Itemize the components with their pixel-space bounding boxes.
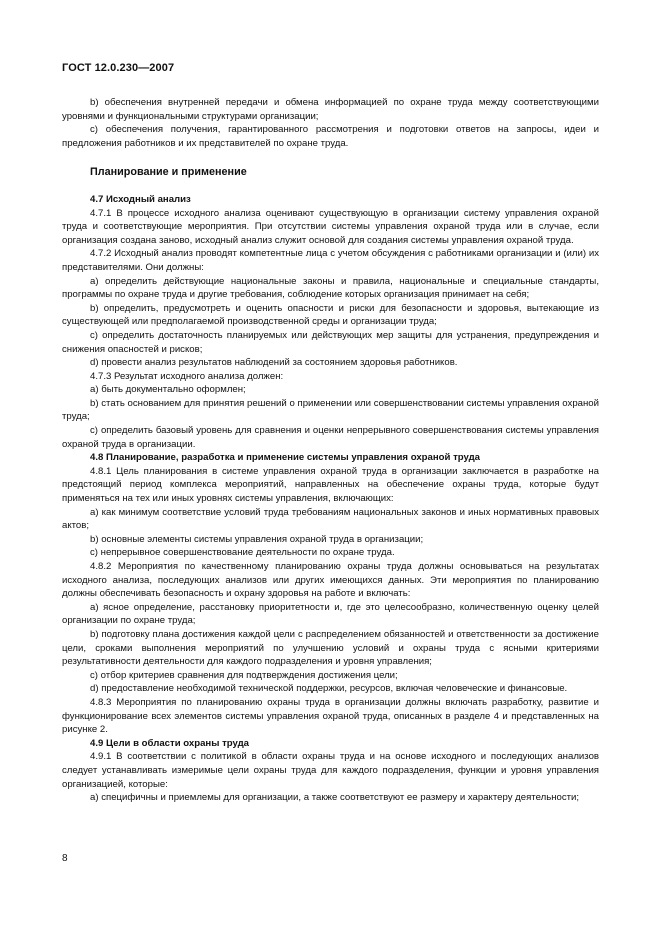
paragraph: 4.8.2 Мероприятия по качественному планированию охраны труда должны основываться на результатах исходного анализа, последующих анализов или других имеющихся данных. Эти мероприятия по планированию должны обеспечивать безопасность и охрану здоровья на работе и включать:: [62, 561, 599, 600]
paragraph: а) определить действующие национальные законы и правила, национальные и специальные стандарты, программы по охране труда и другие требования, соблюдение которых организация принимает на себя;: [62, 275, 599, 301]
paragraph: c) определить достаточность планируемых или действующих мер защиты для устранения, предупреждения и снижения опасностей и рисков;: [62, 329, 599, 355]
paragraph: 4.9.1 В соответствии с политикой в области охраны труда и на основе исходного и последующих анализов следует устанавливать измеримые цели охраны труда для каждого подразделения, функции и уровня управления организацией, которые:: [62, 751, 599, 790]
paragraph: b) обеспечения внутренней передачи и обмена информацией по охране труда между соответствующими уровнями и функциональными структурами организации;: [62, 97, 599, 122]
subsection-heading: 4.8 Планирование, разработка и применение системы управления охраной труда: [90, 452, 481, 464]
paragraph: d) провести анализ результатов наблюдений за состоянием здоровья работников.: [90, 357, 458, 369]
document-code-header: ГОСТ 12.0.230—2007: [62, 62, 175, 74]
paragraph: 4.7.2 Исходный анализ проводят компетентные лица с учетом обсуждения с работниками организации и (или) их представителями. Они должны:: [62, 248, 599, 273]
paragraph: b) основные элементы системы управления охраной труда в организации;: [90, 533, 424, 545]
paragraph: c) отбор критериев сравнения для подтверждения достижения цели;: [90, 669, 398, 681]
document-body: [62, 96, 599, 805]
subsection-heading: 4.9 Цели в области охраны труда: [90, 737, 250, 749]
paragraph: 4.8.1 Цель планирования в системе управления охраной труда в организации заключается в разработке на предстоящий период комплекса мероприятий, направленных на обеспечение охраны труда, которые будут применяться на тех или иных уровнях системы управления, включающих:: [62, 465, 599, 505]
paragraph: c) обеспечения получения, гарантированного рассмотрения и подготовки ответов на запросы, идеи и предложения работников и их представителей по охране труда.: [62, 124, 599, 149]
paragraph: а) быть документально оформлен;: [90, 384, 246, 396]
paragraph: b) определить, предусмотреть и оценить опасности и риски для безопасности и здоровья, вытекающие из существующей или предполагаемой производственной среды и организации труда;: [62, 302, 599, 328]
paragraph: c) определить базовый уровень для сравнения и оценки непрерывного совершенствования системы управления охраной труда в организации.: [62, 425, 599, 450]
section-heading: Планирование и применение: [90, 166, 247, 179]
paragraph: 4.8.3 Мероприятия по планированию охраны труда в организации должны включать разработку, развитие и функционирование всех элементов системы управления охраной труда, описанных в разделе 4 и представленных на рисунке 2.: [62, 696, 599, 736]
paragraph: d) предоставление необходимой технической поддержки, ресурсов, включая человеческие и финансовые.: [90, 683, 568, 695]
paragraph: а) специфичны и приемлемы для организации, а также соответствуют ее размеру и характеру деятельности;: [90, 792, 580, 804]
paragraph: 4.7.1 В процессе исходного анализа оценивают существующую в организации систему управления охраной труда и соответствующие мероприятия. При отсутствии системы управления охраной труда или в случае, если организация создана заново, исходный анализ служит основой для создания системы управления охраной труда.: [62, 207, 599, 246]
subsection-heading: 4.7 Исходный анализ: [90, 193, 191, 205]
paragraph: а) как минимум соответствие условий труда требованиям национальных законов и иных нормативных правовых актов;: [62, 506, 599, 532]
page-number: 8: [62, 853, 68, 864]
paragraph: 4.7.3 Результат исходного анализа должен:: [90, 370, 284, 382]
paragraph: b) подготовку плана достижения каждой цели с распределением обязанностей и ответственности за достижение цели, сроками выполнения мероприятий по улучшению условий и охраны труда с ясными критериями результативности деятельности для каждого подразделения и уровня управления;: [62, 628, 599, 668]
paragraph: а) ясное определение, расстановку приоритетности и, где это целесообразно, количественную оценку целей организации по охране труда;: [62, 601, 599, 627]
paragraph: c) непрерывное совершенствование деятельности по охране труда.: [90, 547, 395, 559]
paragraph: b) стать основанием для принятия решений о применении или совершенствовании системы управления охраной труда;: [62, 397, 599, 423]
